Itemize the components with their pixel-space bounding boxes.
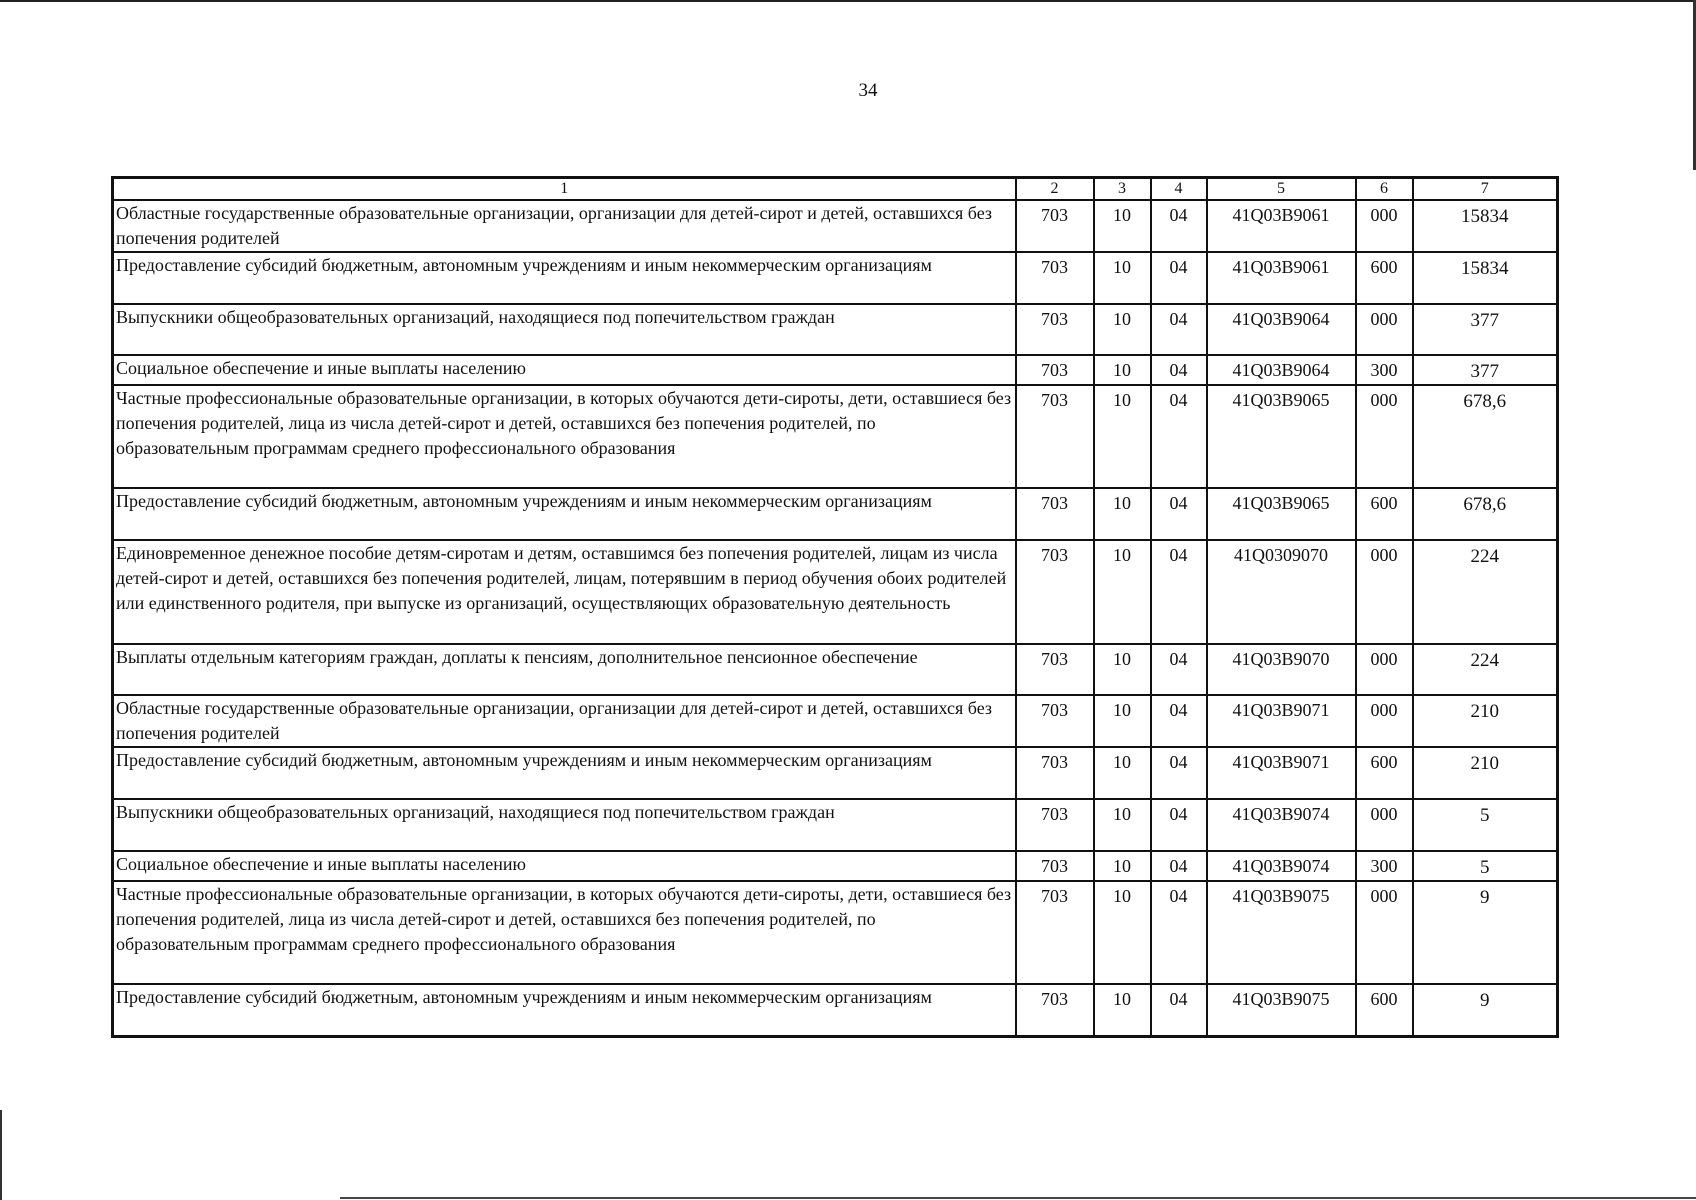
row-name: Предоставление субсидий бюджетным, автономным учреждениям и иным некоммерческим организациям [113,747,1016,799]
table-row [113,304,1558,355]
row-col-6: 000 [1356,200,1413,252]
row-name: Выпускники общеобразовательных организаций, находящиеся под попечительством граждан [113,799,1016,851]
row-col-4: 04 [1151,355,1207,385]
scan-edge-left [0,1110,2,1200]
row-name: Социальное обеспечение и иные выплаты населению [113,355,1016,385]
row-name: Выпускники общеобразовательных организаций, находящиеся под попечительством граждан [113,304,1016,355]
row-col-6: 300 [1356,355,1413,385]
row-col-2: 703 [1016,200,1094,252]
row-col-3: 10 [1094,644,1151,695]
table-row [113,252,1558,304]
table-row [113,851,1558,881]
row-name: Выплаты отдельным категориям граждан, доплаты к пенсиям, дополнительное пенсионное обеспечение [113,644,1016,695]
scan-edge-top [0,0,1696,2]
row-col-5: 41Q03B9071 [1207,747,1356,799]
column-header-5: 5 [1207,178,1356,201]
row-col-4: 04 [1151,644,1207,695]
row-name: Социальное обеспечение и иные выплаты населению [113,851,1016,881]
row-amount: 678,6 [1413,385,1558,488]
row-col-2: 703 [1016,644,1094,695]
row-col-3: 10 [1094,881,1151,984]
row-amount: 210 [1413,747,1558,799]
row-col-3: 10 [1094,695,1151,747]
row-name: Частные профессиональные образовательные организации, в которых обучаются дети-сироты, дети, оставшиеся без попечения родителей, лица из числа детей-сирот и детей, оставшихся без попечения родителей, по образовательным программам среднего профессионального образования [113,385,1016,488]
row-col-5: 41Q03B9075 [1207,984,1356,1037]
row-col-6: 000 [1356,799,1413,851]
table-row [113,644,1558,695]
table-row [113,355,1558,385]
row-col-6: 000 [1356,644,1413,695]
column-header-6: 6 [1356,178,1413,201]
row-amount: 210 [1413,695,1558,747]
row-col-6: 600 [1356,984,1413,1037]
row-amount: 15834 [1413,252,1558,304]
column-header-2: 2 [1016,178,1094,201]
row-col-2: 703 [1016,488,1094,540]
row-col-2: 703 [1016,799,1094,851]
row-amount: 15834 [1413,200,1558,252]
row-name: Областные государственные образовательные организации, организации для детей-сирот и детей, оставшихся без попечения родителей [113,200,1016,252]
row-col-3: 10 [1094,488,1151,540]
column-header-7: 7 [1413,178,1558,201]
column-header-4: 4 [1151,178,1207,201]
table-row [113,984,1558,1037]
row-col-6: 600 [1356,488,1413,540]
row-col-2: 703 [1016,385,1094,488]
row-col-4: 04 [1151,984,1207,1037]
row-col-6: 000 [1356,695,1413,747]
row-col-3: 10 [1094,851,1151,881]
row-col-5: 41Q03B9061 [1207,200,1356,252]
row-col-4: 04 [1151,799,1207,851]
table-row [113,799,1558,851]
row-col-2: 703 [1016,984,1094,1037]
row-col-4: 04 [1151,747,1207,799]
row-col-5: 41Q03B9061 [1207,252,1356,304]
row-amount: 377 [1413,304,1558,355]
table-header-row [113,178,1558,201]
table-row [113,385,1558,488]
row-amount: 678,6 [1413,488,1558,540]
row-col-6: 600 [1356,252,1413,304]
row-col-4: 04 [1151,695,1207,747]
row-col-4: 04 [1151,304,1207,355]
column-header-1: 1 [113,178,1016,201]
row-name: Единовременное денежное пособие детям-сиротам и детям, оставшимся без попечения родителей, лицам из числа детей-сирот и детей, оставшихся без попечения родителей, лицам, потерявшим в период обучения обоих родителей или единственного родителя, при выпуске из организаций, осуществляющих образовательную деятельность [113,540,1016,644]
row-name: Частные профессиональные образовательные организации, в которых обучаются дети-сироты, дети, оставшиеся без попечения родителей, лица из числа детей-сирот и детей, оставшихся без попечения родителей, по образовательным программам среднего профессионального образования [113,881,1016,984]
row-col-2: 703 [1016,252,1094,304]
row-col-3: 10 [1094,304,1151,355]
row-col-2: 703 [1016,355,1094,385]
table-row [113,540,1558,644]
row-col-2: 703 [1016,695,1094,747]
table-row [113,488,1558,540]
row-col-3: 10 [1094,385,1151,488]
row-amount: 224 [1413,540,1558,644]
row-col-5: 41Q03B9074 [1207,851,1356,881]
table-row [113,747,1558,799]
row-col-6: 300 [1356,851,1413,881]
row-col-5: 41Q03B9075 [1207,881,1356,984]
row-col-3: 10 [1094,747,1151,799]
row-col-5: 41Q03B9065 [1207,385,1356,488]
row-col-2: 703 [1016,851,1094,881]
row-col-3: 10 [1094,540,1151,644]
row-col-4: 04 [1151,540,1207,644]
row-amount: 9 [1413,881,1558,984]
row-name: Областные государственные образовательные организации, организации для детей-сирот и детей, оставшихся без попечения родителей [113,695,1016,747]
row-col-6: 600 [1356,747,1413,799]
row-col-6: 000 [1356,540,1413,644]
row-col-2: 703 [1016,747,1094,799]
table-row [113,200,1558,252]
row-col-3: 10 [1094,355,1151,385]
row-col-5: 41Q03B9064 [1207,304,1356,355]
row-col-4: 04 [1151,851,1207,881]
row-col-3: 10 [1094,799,1151,851]
row-col-3: 10 [1094,200,1151,252]
scan-edge-bottom [340,1197,1696,1199]
row-amount: 377 [1413,355,1558,385]
row-col-6: 000 [1356,385,1413,488]
table-row [113,695,1558,747]
page-number: 34 [858,80,878,101]
budget-table [111,176,1559,1038]
table-row [113,881,1558,984]
row-col-4: 04 [1151,881,1207,984]
row-col-2: 703 [1016,304,1094,355]
row-col-5: 41Q03B9071 [1207,695,1356,747]
row-col-4: 04 [1151,200,1207,252]
table-body [113,178,1558,1037]
row-name: Предоставление субсидий бюджетным, автономным учреждениям и иным некоммерческим организациям [113,252,1016,304]
row-col-4: 04 [1151,252,1207,304]
row-col-6: 000 [1356,304,1413,355]
row-col-5: 41Q03B9064 [1207,355,1356,385]
row-col-5: 41Q03B9074 [1207,799,1356,851]
row-name: Предоставление субсидий бюджетным, автономным учреждениям и иным некоммерческим организациям [113,488,1016,540]
row-col-5: 41Q0309070 [1207,540,1356,644]
row-col-3: 10 [1094,984,1151,1037]
column-header-3: 3 [1094,178,1151,201]
row-name: Предоставление субсидий бюджетным, автономным учреждениям и иным некоммерческим организациям [113,984,1016,1037]
row-col-5: 41Q03B9065 [1207,488,1356,540]
row-col-6: 000 [1356,881,1413,984]
row-col-2: 703 [1016,881,1094,984]
row-col-5: 41Q03B9070 [1207,644,1356,695]
row-amount: 224 [1413,644,1558,695]
row-col-3: 10 [1094,252,1151,304]
row-amount: 5 [1413,851,1558,881]
row-amount: 9 [1413,984,1558,1037]
row-amount: 5 [1413,799,1558,851]
row-col-4: 04 [1151,488,1207,540]
row-col-2: 703 [1016,540,1094,644]
row-col-4: 04 [1151,385,1207,488]
